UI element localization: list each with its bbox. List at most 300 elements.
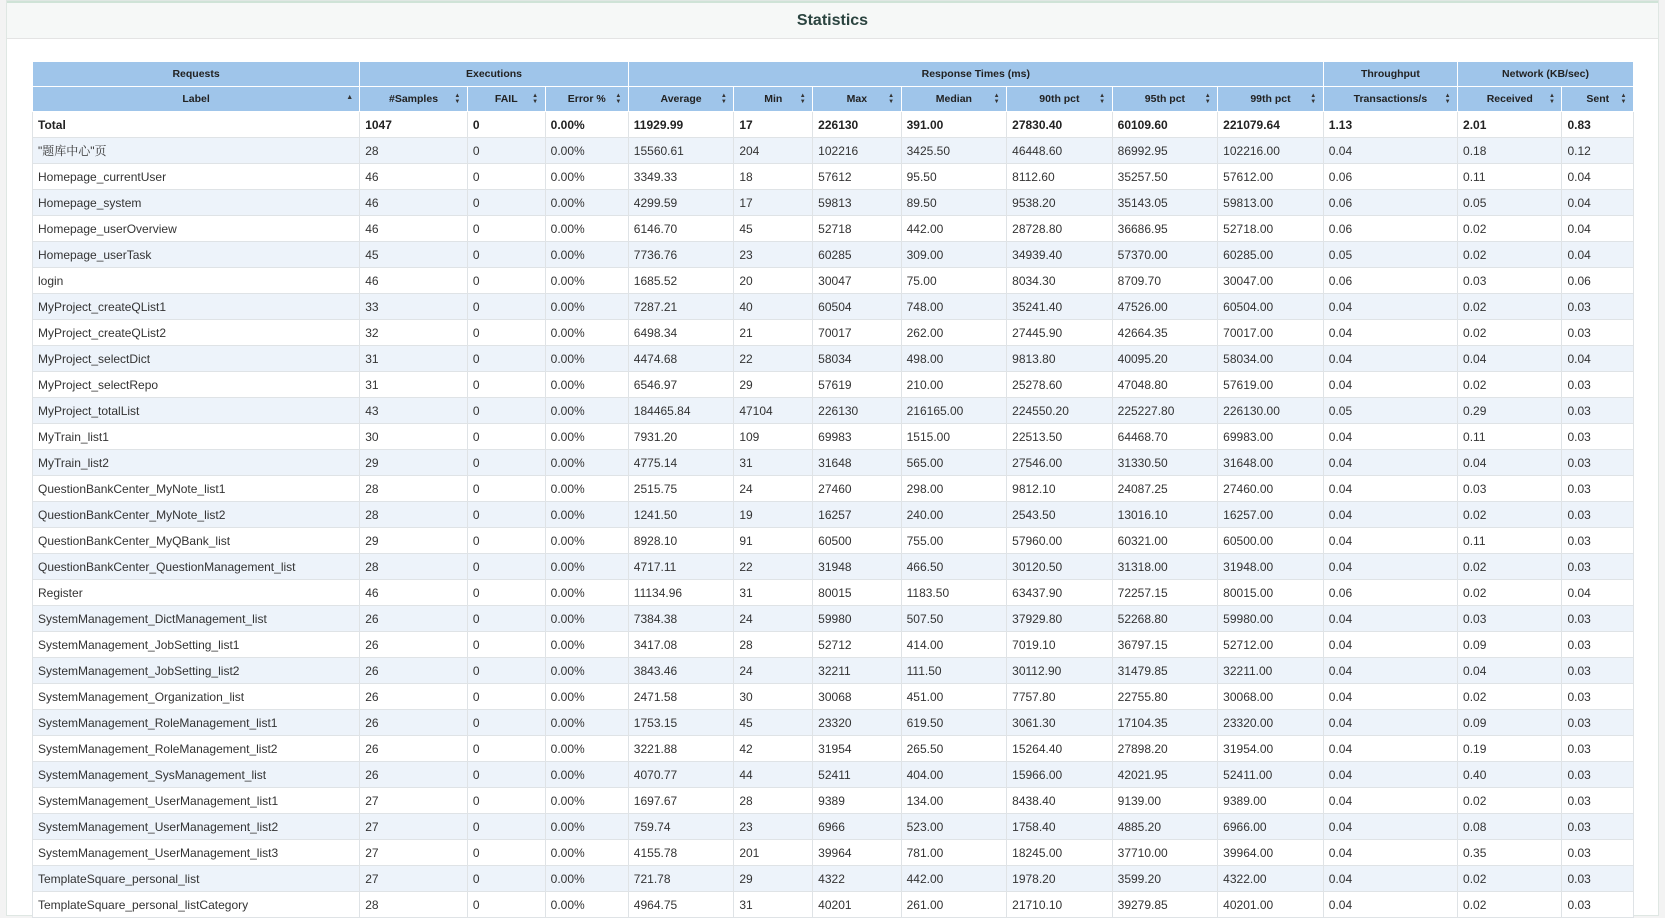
cell-median: 111.50 <box>901 658 1007 684</box>
cell-median: 3425.50 <box>901 138 1007 164</box>
cell-min: 21 <box>734 320 813 346</box>
cell-samples: 46 <box>360 216 468 242</box>
column-header-99th-pct[interactable] <box>1218 87 1324 112</box>
cell-median: 89.50 <box>901 190 1007 216</box>
cell-error: 0.00% <box>545 242 628 268</box>
column-header-label: #Samples <box>389 93 439 105</box>
column-header-label: FAIL <box>494 93 518 105</box>
cell-label: SystemManagement_UserManagement_list3 <box>33 840 360 866</box>
cell-received: 0.29 <box>1458 398 1562 424</box>
sort-both-icon: ▲ ▼ <box>615 93 622 105</box>
cell-99th-pct: 57619.00 <box>1218 372 1324 398</box>
cell-transactions-s: 0.05 <box>1323 398 1457 424</box>
column-header-median[interactable] <box>901 87 1007 112</box>
table-row <box>33 294 1634 320</box>
column-header-error[interactable] <box>545 87 628 112</box>
cell-max: 58034 <box>813 346 901 372</box>
cell-99th-pct: 80015.00 <box>1218 580 1324 606</box>
cell-median: 210.00 <box>901 372 1007 398</box>
column-header-sent[interactable] <box>1562 87 1634 112</box>
cell-average: 3417.08 <box>628 632 734 658</box>
cell-fail: 0 <box>467 554 545 580</box>
cell-99th-pct: 57612.00 <box>1218 164 1324 190</box>
cell-median: 262.00 <box>901 320 1007 346</box>
cell-max: 4322 <box>813 866 901 892</box>
cell-max: 70017 <box>813 320 901 346</box>
cell-90th-pct: 8034.30 <box>1007 268 1113 294</box>
cell-min: 30 <box>734 684 813 710</box>
cell-error: 0.00% <box>545 606 628 632</box>
cell-95th-pct: 52268.80 <box>1112 606 1218 632</box>
cell-label: QuestionBankCenter_MyNote_list1 <box>33 476 360 502</box>
column-header-label: 95th pct <box>1144 93 1186 105</box>
cell-received: 0.19 <box>1458 736 1562 762</box>
cell-error: 0.00% <box>545 476 628 502</box>
cell-transactions-s: 0.04 <box>1323 762 1457 788</box>
cell-99th-pct: 60500.00 <box>1218 528 1324 554</box>
cell-min: 31 <box>734 450 813 476</box>
table-row <box>33 346 1634 372</box>
sort-both-icon: ▲ ▼ <box>1310 93 1317 105</box>
cell-label: login <box>33 268 360 294</box>
cell-min: 28 <box>734 788 813 814</box>
cell-min: 204 <box>734 138 813 164</box>
cell-max: 102216 <box>813 138 901 164</box>
cell-samples: 26 <box>360 684 468 710</box>
column-header-max[interactable] <box>813 87 901 112</box>
cell-received: 0.02 <box>1458 320 1562 346</box>
cell-average: 1685.52 <box>628 268 734 294</box>
table-row <box>33 892 1634 918</box>
cell-sent: 0.03 <box>1562 450 1634 476</box>
column-header-label: Min <box>764 93 783 105</box>
table-row <box>33 554 1634 580</box>
cell-99th-pct: 31948.00 <box>1218 554 1324 580</box>
sort-both-icon: ▲ ▼ <box>1204 93 1211 105</box>
cell-error: 0.00% <box>545 112 628 138</box>
table-row <box>33 840 1634 866</box>
column-header-label[interactable] <box>33 87 360 112</box>
cell-received: 0.02 <box>1458 866 1562 892</box>
cell-fail: 0 <box>467 580 545 606</box>
cell-fail: 0 <box>467 138 545 164</box>
cell-fail: 0 <box>467 762 545 788</box>
cell-sent: 0.03 <box>1562 294 1634 320</box>
cell-fail: 0 <box>467 294 545 320</box>
total-row <box>33 112 1634 138</box>
cell-90th-pct: 21710.10 <box>1007 892 1113 918</box>
cell-sent: 0.04 <box>1562 580 1634 606</box>
table-row <box>33 398 1634 424</box>
column-header-min[interactable] <box>734 87 813 112</box>
table-row <box>33 320 1634 346</box>
cell-fail: 0 <box>467 840 545 866</box>
header-column-row <box>33 87 1634 112</box>
cell-fail: 0 <box>467 320 545 346</box>
table-row <box>33 216 1634 242</box>
cell-received: 0.02 <box>1458 372 1562 398</box>
sort-both-icon: ▲ ▼ <box>1444 93 1451 105</box>
cell-min: 29 <box>734 372 813 398</box>
cell-min: 22 <box>734 554 813 580</box>
cell-fail: 0 <box>467 814 545 840</box>
cell-error: 0.00% <box>545 866 628 892</box>
cell-sent: 0.03 <box>1562 424 1634 450</box>
cell-max: 226130 <box>813 398 901 424</box>
cell-transactions-s: 0.06 <box>1323 190 1457 216</box>
column-header-average[interactable] <box>628 87 734 112</box>
cell-label: MyProject_selectDict <box>33 346 360 372</box>
cell-error: 0.00% <box>545 398 628 424</box>
cell-99th-pct: 221079.64 <box>1218 112 1324 138</box>
sort-both-icon: ▲ ▼ <box>799 93 806 105</box>
cell-99th-pct: 31954.00 <box>1218 736 1324 762</box>
cell-95th-pct: 57370.00 <box>1112 242 1218 268</box>
table-row <box>33 632 1634 658</box>
cell-min: 17 <box>734 112 813 138</box>
cell-median: 755.00 <box>901 528 1007 554</box>
cell-fail: 0 <box>467 684 545 710</box>
cell-95th-pct: 9139.00 <box>1112 788 1218 814</box>
cell-sent: 0.04 <box>1562 346 1634 372</box>
cell-samples: 26 <box>360 632 468 658</box>
cell-95th-pct: 31479.85 <box>1112 658 1218 684</box>
cell-fail: 0 <box>467 164 545 190</box>
group-header-requests: Requests <box>33 62 360 87</box>
cell-95th-pct: 37710.00 <box>1112 840 1218 866</box>
sort-both-icon: ▲ ▼ <box>720 93 727 105</box>
column-header-90th-pct[interactable] <box>1007 87 1113 112</box>
cell-99th-pct: 4322.00 <box>1218 866 1324 892</box>
cell-samples: 1047 <box>360 112 468 138</box>
cell-samples: 31 <box>360 372 468 398</box>
cell-fail: 0 <box>467 424 545 450</box>
cell-sent: 0.03 <box>1562 762 1634 788</box>
cell-90th-pct: 57960.00 <box>1007 528 1113 554</box>
cell-average: 4299.59 <box>628 190 734 216</box>
group-header-network-kb-sec: Network (KB/sec) <box>1458 62 1634 87</box>
cell-transactions-s: 0.04 <box>1323 632 1457 658</box>
table-row <box>33 658 1634 684</box>
cell-90th-pct: 2543.50 <box>1007 502 1113 528</box>
cell-max: 23320 <box>813 710 901 736</box>
cell-transactions-s: 0.05 <box>1323 242 1457 268</box>
cell-error: 0.00% <box>545 658 628 684</box>
table-row <box>33 814 1634 840</box>
cell-95th-pct: 35257.50 <box>1112 164 1218 190</box>
cell-error: 0.00% <box>545 450 628 476</box>
cell-transactions-s: 0.04 <box>1323 840 1457 866</box>
cell-99th-pct: 226130.00 <box>1218 398 1324 424</box>
sort-both-icon: ▲ ▼ <box>888 93 895 105</box>
cell-median: 466.50 <box>901 554 1007 580</box>
cell-error: 0.00% <box>545 502 628 528</box>
cell-median: 404.00 <box>901 762 1007 788</box>
cell-label: QuestionBankCenter_MyQBank_list <box>33 528 360 554</box>
cell-median: 134.00 <box>901 788 1007 814</box>
cell-received: 0.03 <box>1458 606 1562 632</box>
cell-sent: 0.03 <box>1562 320 1634 346</box>
cell-min: 20 <box>734 268 813 294</box>
cell-average: 7287.21 <box>628 294 734 320</box>
cell-fail: 0 <box>467 528 545 554</box>
cell-fail: 0 <box>467 736 545 762</box>
column-header-fail[interactable] <box>467 87 545 112</box>
cell-received: 0.03 <box>1458 476 1562 502</box>
cell-received: 0.02 <box>1458 294 1562 320</box>
cell-transactions-s: 0.04 <box>1323 710 1457 736</box>
cell-99th-pct: 32211.00 <box>1218 658 1324 684</box>
cell-95th-pct: 4885.20 <box>1112 814 1218 840</box>
cell-sent: 0.04 <box>1562 242 1634 268</box>
cell-min: 24 <box>734 606 813 632</box>
cell-fail: 0 <box>467 190 545 216</box>
table-row <box>33 164 1634 190</box>
cell-average: 4717.11 <box>628 554 734 580</box>
column-header-received[interactable] <box>1458 87 1562 112</box>
cell-median: 1515.00 <box>901 424 1007 450</box>
sort-both-icon: ▲ ▼ <box>454 93 461 105</box>
cell-median: 442.00 <box>901 866 1007 892</box>
cell-label: Homepage_userOverview <box>33 216 360 242</box>
sort-both-icon: ▲ ▼ <box>1620 93 1627 105</box>
cell-sent: 0.03 <box>1562 632 1634 658</box>
cell-90th-pct: 1758.40 <box>1007 814 1113 840</box>
cell-fail: 0 <box>467 632 545 658</box>
table-row <box>33 424 1634 450</box>
column-header-transactions-s[interactable] <box>1323 87 1457 112</box>
column-header-label: Max <box>846 93 868 105</box>
cell-error: 0.00% <box>545 424 628 450</box>
cell-average: 2471.58 <box>628 684 734 710</box>
cell-90th-pct: 9538.20 <box>1007 190 1113 216</box>
cell-max: 30068 <box>813 684 901 710</box>
cell-min: 23 <box>734 814 813 840</box>
cell-90th-pct: 25278.60 <box>1007 372 1113 398</box>
cell-received: 0.02 <box>1458 788 1562 814</box>
cell-sent: 0.03 <box>1562 528 1634 554</box>
cell-label: SystemManagement_DictManagement_list <box>33 606 360 632</box>
cell-min: 45 <box>734 216 813 242</box>
cell-95th-pct: 17104.35 <box>1112 710 1218 736</box>
cell-average: 4155.78 <box>628 840 734 866</box>
cell-99th-pct: 30047.00 <box>1218 268 1324 294</box>
cell-min: 91 <box>734 528 813 554</box>
table-row <box>33 528 1634 554</box>
cell-label: Homepage_currentUser <box>33 164 360 190</box>
cell-samples: 28 <box>360 892 468 918</box>
cell-fail: 0 <box>467 372 545 398</box>
cell-95th-pct: 31318.00 <box>1112 554 1218 580</box>
cell-label: Homepage_userTask <box>33 242 360 268</box>
cell-max: 226130 <box>813 112 901 138</box>
cell-received: 0.18 <box>1458 138 1562 164</box>
cell-error: 0.00% <box>545 554 628 580</box>
cell-95th-pct: 47048.80 <box>1112 372 1218 398</box>
cell-transactions-s: 0.04 <box>1323 450 1457 476</box>
cell-average: 3349.33 <box>628 164 734 190</box>
cell-average: 6146.70 <box>628 216 734 242</box>
cell-sent: 0.04 <box>1562 216 1634 242</box>
cell-transactions-s: 0.04 <box>1323 528 1457 554</box>
cell-fail: 0 <box>467 476 545 502</box>
header-group-row <box>33 62 1634 87</box>
cell-error: 0.00% <box>545 372 628 398</box>
cell-min: 45 <box>734 710 813 736</box>
cell-95th-pct: 39279.85 <box>1112 892 1218 918</box>
cell-average: 2515.75 <box>628 476 734 502</box>
cell-max: 31948 <box>813 554 901 580</box>
cell-label: MyProject_selectRepo <box>33 372 360 398</box>
cell-fail: 0 <box>467 606 545 632</box>
cell-label: SystemManagement_SysManagement_list <box>33 762 360 788</box>
cell-max: 52718 <box>813 216 901 242</box>
cell-median: 95.50 <box>901 164 1007 190</box>
cell-min: 17 <box>734 190 813 216</box>
cell-samples: 27 <box>360 840 468 866</box>
cell-received: 0.11 <box>1458 424 1562 450</box>
cell-error: 0.00% <box>545 840 628 866</box>
cell-samples: 26 <box>360 606 468 632</box>
cell-90th-pct: 30112.90 <box>1007 658 1113 684</box>
cell-received: 0.11 <box>1458 528 1562 554</box>
column-header-label: Median <box>935 93 972 105</box>
page-title: Statistics <box>796 11 869 29</box>
cell-sent: 0.83 <box>1562 112 1634 138</box>
sort-both-icon: ▲ ▼ <box>993 93 1000 105</box>
cell-average: 3843.46 <box>628 658 734 684</box>
cell-average: 1753.15 <box>628 710 734 736</box>
cell-95th-pct: 8709.70 <box>1112 268 1218 294</box>
cell-max: 6966 <box>813 814 901 840</box>
cell-transactions-s: 0.04 <box>1323 346 1457 372</box>
cell-99th-pct: 30068.00 <box>1218 684 1324 710</box>
cell-average: 1241.50 <box>628 502 734 528</box>
cell-samples: 31 <box>360 346 468 372</box>
cell-label: QuestionBankCenter_MyNote_list2 <box>33 502 360 528</box>
cell-95th-pct: 42021.95 <box>1112 762 1218 788</box>
cell-label: SystemManagement_UserManagement_list1 <box>33 788 360 814</box>
cell-samples: 46 <box>360 164 468 190</box>
cell-samples: 27 <box>360 788 468 814</box>
table-row <box>33 736 1634 762</box>
cell-fail: 0 <box>467 398 545 424</box>
column-header-label: 90th pct <box>1039 93 1080 105</box>
cell-99th-pct: 59813.00 <box>1218 190 1324 216</box>
cell-99th-pct: 52411.00 <box>1218 762 1324 788</box>
table-row <box>33 242 1634 268</box>
cell-received: 0.02 <box>1458 242 1562 268</box>
cell-sent: 0.03 <box>1562 866 1634 892</box>
cell-min: 40 <box>734 294 813 320</box>
sort-both-icon: ▲ ▼ <box>1549 93 1555 105</box>
cell-average: 11929.99 <box>628 112 734 138</box>
cell-error: 0.00% <box>545 814 628 840</box>
cell-samples: 28 <box>360 502 468 528</box>
cell-samples: 26 <box>360 710 468 736</box>
cell-label: SystemManagement_JobSetting_list2 <box>33 658 360 684</box>
cell-max: 60285 <box>813 242 901 268</box>
cell-max: 39964 <box>813 840 901 866</box>
cell-fail: 0 <box>467 788 545 814</box>
cell-fail: 0 <box>467 112 545 138</box>
cell-min: 19 <box>734 502 813 528</box>
cell-max: 59813 <box>813 190 901 216</box>
cell-min: 24 <box>734 658 813 684</box>
cell-95th-pct: 13016.10 <box>1112 502 1218 528</box>
cell-error: 0.00% <box>545 580 628 606</box>
cell-median: 298.00 <box>901 476 1007 502</box>
cell-received: 0.03 <box>1458 268 1562 294</box>
cell-90th-pct: 18245.00 <box>1007 840 1113 866</box>
cell-average: 11134.96 <box>628 580 734 606</box>
cell-transactions-s: 0.04 <box>1323 320 1457 346</box>
cell-samples: 28 <box>360 476 468 502</box>
cell-max: 16257 <box>813 502 901 528</box>
cell-average: 4070.77 <box>628 762 734 788</box>
cell-max: 60500 <box>813 528 901 554</box>
cell-received: 0.04 <box>1458 658 1562 684</box>
cell-fail: 0 <box>467 242 545 268</box>
table-row <box>33 788 1634 814</box>
cell-90th-pct: 9812.10 <box>1007 476 1113 502</box>
table-row <box>33 502 1634 528</box>
cell-median: 781.00 <box>901 840 1007 866</box>
cell-received: 0.05 <box>1458 190 1562 216</box>
cell-label: SystemManagement_RoleManagement_list2 <box>33 736 360 762</box>
cell-max: 9389 <box>813 788 901 814</box>
cell-samples: 27 <box>360 866 468 892</box>
table-row <box>33 190 1634 216</box>
cell-99th-pct: 27460.00 <box>1218 476 1324 502</box>
cell-average: 7384.38 <box>628 606 734 632</box>
cell-95th-pct: 42664.35 <box>1112 320 1218 346</box>
cell-90th-pct: 27830.40 <box>1007 112 1113 138</box>
table-row <box>33 450 1634 476</box>
cell-fail: 0 <box>467 450 545 476</box>
cell-90th-pct: 28728.80 <box>1007 216 1113 242</box>
cell-median: 565.00 <box>901 450 1007 476</box>
cell-average: 6546.97 <box>628 372 734 398</box>
cell-received: 0.02 <box>1458 580 1562 606</box>
cell-max: 52712 <box>813 632 901 658</box>
cell-samples: 26 <box>360 762 468 788</box>
cell-max: 32211 <box>813 658 901 684</box>
cell-samples: 28 <box>360 554 468 580</box>
cell-min: 42 <box>734 736 813 762</box>
column-header-samples[interactable] <box>360 87 468 112</box>
cell-samples: 26 <box>360 658 468 684</box>
cell-fail: 0 <box>467 502 545 528</box>
cell-error: 0.00% <box>545 190 628 216</box>
cell-samples: 26 <box>360 736 468 762</box>
cell-median: 265.50 <box>901 736 1007 762</box>
cell-99th-pct: 16257.00 <box>1218 502 1324 528</box>
cell-max: 31954 <box>813 736 901 762</box>
cell-received: 0.02 <box>1458 216 1562 242</box>
column-header-95th-pct[interactable] <box>1112 87 1218 112</box>
cell-90th-pct: 30120.50 <box>1007 554 1113 580</box>
cell-average: 721.78 <box>628 866 734 892</box>
cell-transactions-s: 0.06 <box>1323 216 1457 242</box>
cell-average: 7931.20 <box>628 424 734 450</box>
cell-99th-pct: 40201.00 <box>1218 892 1324 918</box>
cell-95th-pct: 24087.25 <box>1112 476 1218 502</box>
cell-90th-pct: 63437.90 <box>1007 580 1113 606</box>
cell-error: 0.00% <box>545 268 628 294</box>
cell-label: Homepage_system <box>33 190 360 216</box>
cell-median: 240.00 <box>901 502 1007 528</box>
